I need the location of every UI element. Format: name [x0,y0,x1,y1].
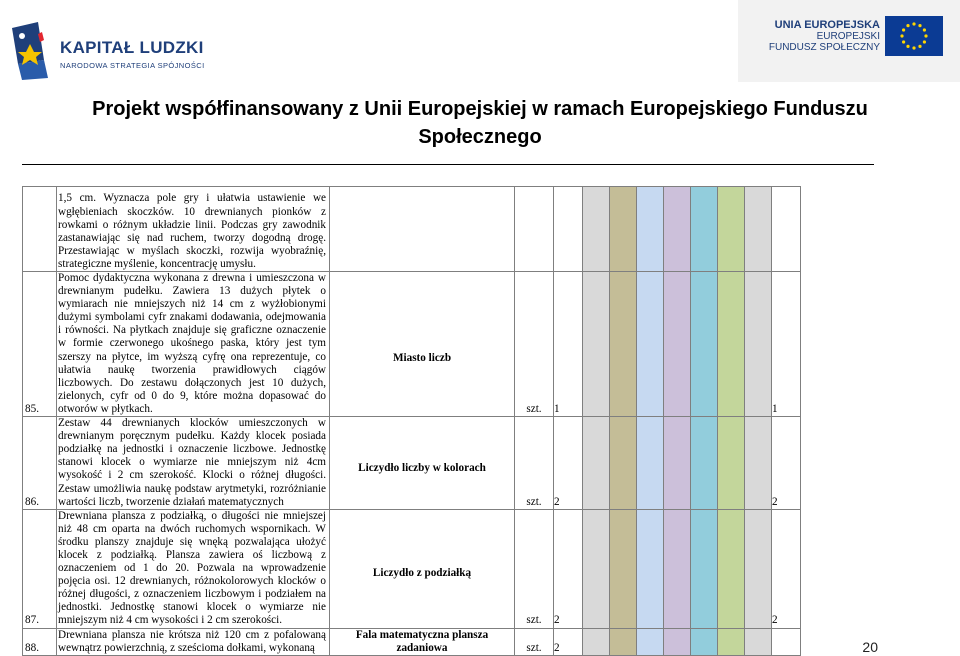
item-number [23,187,57,272]
item-name-cell [330,509,515,628]
color-column-cyan [691,272,718,417]
color-column-gray [745,417,772,510]
color-column-lavender [664,417,691,510]
item-name-cell [330,417,515,510]
color-column-cyan [691,187,718,272]
color-column-cyan [691,417,718,510]
title-divider [22,164,874,165]
color-column-lavender [664,187,691,272]
color-column-cyan [691,628,718,655]
color-column-lightblue [637,187,664,272]
item-unit: szt. [515,509,554,628]
color-column-gray [745,272,772,417]
item-quantity-total: 1 [772,272,801,417]
color-column-lightblue [637,417,664,510]
item-unit: szt. [515,628,554,655]
item-description: Drewniana plansza nie krótsza niż 120 cm z pofalowaną wewnątrz powierzchnią, z sześcioma dołkami, wykonaną [57,628,330,655]
item-name: Liczydło liczby w kolorach [358,462,486,475]
item-description: Pomoc dydaktyczna wykonana z drewna i umieszczona w drewnianym pudełku. Zawiera 13 dużych płytek o wymiarach nie mniejszych niż 14 cm z wyżłobionymi dużymi symbolami cyfr znakami dodawania, odejmowania i równości. Na płytkach znajduje się graficzne oznaczenie w formie czerwonego ukośnego paska, który jest tym szerszy na płytce, im wyższą cyfrę ona reprezentuje, co ułatwia naukę tworzenia prawidłowych ciągów liczbowych. Do zestawu dołączonych jest 10 dużych, zielonych, cyfr od 0 do 9, które można dopasować do otworów w płytkach. [57,272,330,417]
item-quantity: 1 [554,272,583,417]
item-unit [515,187,554,272]
item-name: Fala matematyczna plansza zadaniowa [355,628,489,654]
item-unit: szt. [515,417,554,510]
color-column-lavender [664,272,691,417]
table-row [23,187,801,272]
item-number: 85. [23,272,57,417]
color-column-green [718,628,745,655]
eu-logo-line2: EUROPEJSKI [816,31,880,42]
color-column-lavender [664,509,691,628]
color-column-gray [745,628,772,655]
color-column-gray [583,628,610,655]
kapital-ludzki-emblem-icon [8,20,52,82]
page-number: 20 [862,639,878,655]
eu-logo-line1: UNIA EUROPEJSKA [774,19,880,31]
item-unit: szt. [515,272,554,417]
eu-flag-icon [885,16,943,56]
color-column-gray [583,509,610,628]
item-name-cell [330,272,515,417]
item-name-cell [330,187,515,272]
kapital-ludzki-subtitle: NARODOWA STRATEGIA SPÓJNOŚCI [60,61,205,70]
color-column-green [718,187,745,272]
item-description: Drewniana plansza z podziałką, o długości nie mniejszej niż 48 cm oparta na dwóch ruchomych wspornikach. W środku planszy znajduje się wnęką pozwalająca ułożyć klocek z podziałką. Plansza zawiera oś liczbową z oznaczeniem od 1 do 20. Pozwala na wprowadzenie pojęcia osi. 12 drewnianych, różnokolorowych klocków o różnej długości, z oznaczeniem liczbowym i podziałem na jednostki. Jednostkę stanowi klocek o wymiarze nie mniejszym niż 4 cm wysokości i 2 cm szerokości. [57,509,330,628]
table-row [23,272,801,417]
eu-logo-text [769,20,880,53]
table-row [23,509,801,628]
page-title: Projekt współfinansowany z Unii Europejskiej w ramach Europejskiego Funduszu Społecznego [92,98,868,148]
color-column-tan [610,417,637,510]
item-number: 86. [23,417,57,510]
color-column-lightblue [637,628,664,655]
item-description: 1,5 cm. Wyznacza pole gry i ułatwia ustawienie we wgłębieniach skoczków. 10 drewnianych pionków z rowkami o różnym układzie linii. Podczas gry zawodnik zastanawiając się nad ruchem, tworzy dogodną drogę. Przestawiając w myślach skoczki, rozwija wyobraźnię, strategiczne myślenie, koncentrację umysłu. [57,187,330,272]
item-quantity: 2 [554,509,583,628]
item-name: Miasto liczb [392,352,452,365]
eu-logo [738,0,960,82]
item-quantity: 2 [554,417,583,510]
eu-logo-line3: FUNDUSZ SPOŁECZNY [768,42,880,53]
item-number: 88. [23,628,57,655]
color-column-gray [583,272,610,417]
color-column-cyan [691,509,718,628]
color-column-tan [610,628,637,655]
color-column-gray [583,417,610,510]
color-column-tan [610,509,637,628]
item-number: 87. [23,509,57,628]
kapital-ludzki-logo [8,18,208,84]
item-name-cell [330,628,515,655]
color-column-gray [745,509,772,628]
table-row [23,628,801,655]
item-quantity [554,187,583,272]
item-description: Zestaw 44 drewnianych klocków umieszczonych w drewnianym poręcznym pudełku. Każdy klocek posiada podziałkę na jednostki i oznaczenie liczbowe. Jednostkę stanowi klocek o wymiarze nie mniejszym niż 4cm wysokość i 2 cm szerokość. Klocki o różnej długości. Zestaw umożliwia naukę podstaw arytmetyki, rozróżnianie wartości liczb, tworzenie działań matematycznych [57,417,330,510]
item-quantity: 2 [554,628,583,655]
color-column-green [718,509,745,628]
item-name: Liczydło z podziałką [372,567,472,580]
color-column-lavender [664,628,691,655]
color-column-tan [610,187,637,272]
color-column-tan [610,272,637,417]
kapital-ludzki-title: KAPITAŁ LUDZKI [60,38,204,57]
color-column-gray [745,187,772,272]
table-row [23,417,801,510]
item-quantity-total [772,187,801,272]
color-column-lightblue [637,272,664,417]
items-table [22,186,801,656]
color-column-green [718,272,745,417]
color-column-lightblue [637,509,664,628]
color-column-gray [583,187,610,272]
item-quantity-total: 2 [772,509,801,628]
color-column-green [718,417,745,510]
item-quantity-total [772,628,801,655]
item-quantity-total: 2 [772,417,801,510]
